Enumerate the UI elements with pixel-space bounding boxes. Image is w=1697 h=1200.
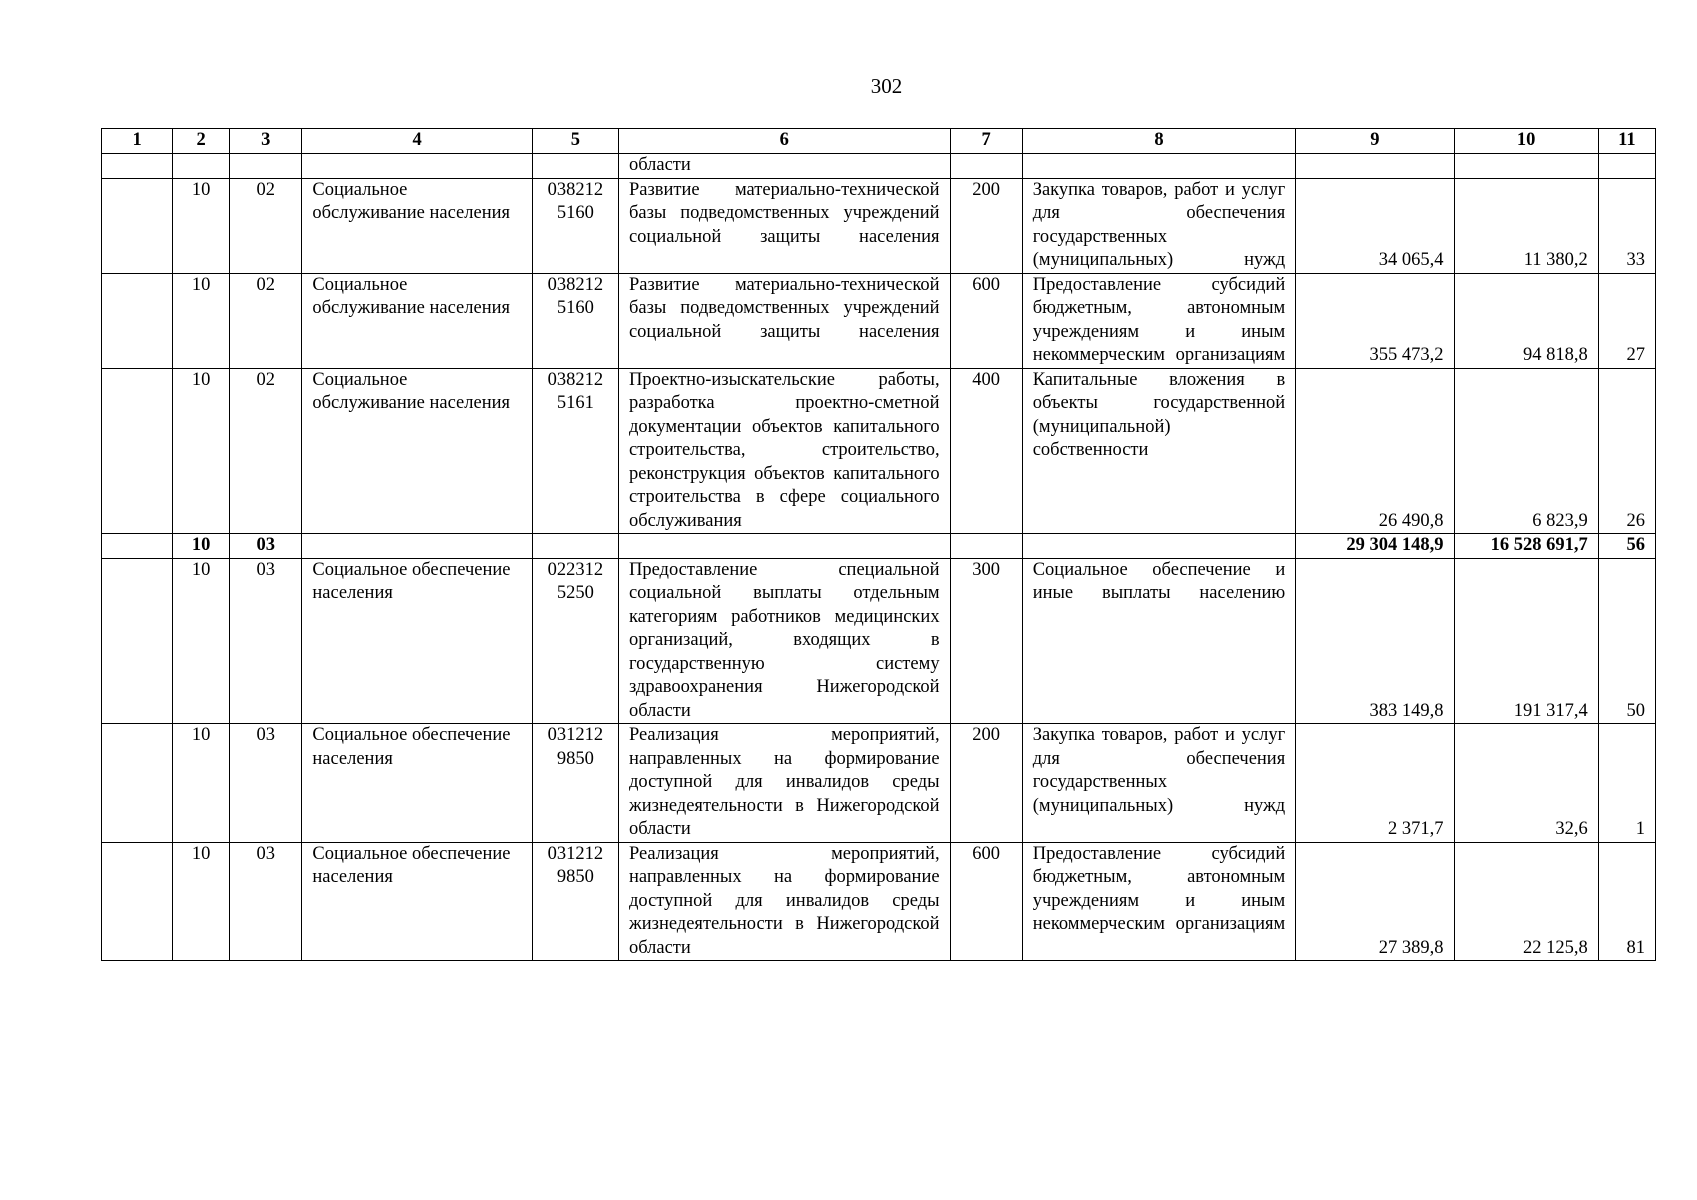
- cell-section: 10: [173, 724, 230, 843]
- target-code-part2: 5160: [556, 298, 594, 318]
- cell-expense-type: 400: [950, 368, 1022, 534]
- table-header-row: [102, 129, 1656, 154]
- cell-expense-type: 600: [950, 273, 1022, 368]
- target-code-part1: 038212: [547, 179, 604, 200]
- cell-target-code: [532, 368, 618, 534]
- header-cell: 7: [950, 129, 1022, 154]
- table-row: [102, 842, 1656, 961]
- cell-purpose: Предоставление специальной социальной выплаты отдельным категориям работников медицинских организаций, входящих в государственную систему здравоохранения Нижегородской области: [618, 558, 950, 724]
- cell-target-code: [532, 273, 618, 368]
- cell-purpose: Реализация мероприятий, направленных на формирование доступной для инвалидов среды жизнедеятельности в Нижегородской области: [618, 842, 950, 961]
- cell-percent: 33: [1598, 178, 1655, 273]
- table-row-subtotal: [102, 534, 1656, 559]
- cell-purpose: Проектно-изыскательские работы, разработка проектно-сметной документации объектов капитального строительства, строительство, реконструкция объектов капитального строительства в сфере социального обслуживания: [618, 368, 950, 534]
- cell-expense-name: Капитальные вложения в объекты государственной (муниципальной) собственности: [1022, 368, 1296, 534]
- cell-subsection: 03: [230, 724, 302, 843]
- table-row: [102, 368, 1656, 534]
- cell-section: 10: [173, 368, 230, 534]
- cell-section: 10: [173, 842, 230, 961]
- header-cell: 6: [618, 129, 950, 154]
- cell-amount-actual: 16 528 691,7: [1454, 534, 1598, 559]
- cell-purpose: Развитие материально-технической базы подведомственных учреждений социальной защиты населения: [618, 273, 950, 368]
- cell-percent: 81: [1598, 842, 1655, 961]
- cell-target-code: [532, 724, 618, 843]
- target-code-part2: 9850: [556, 867, 594, 887]
- target-code-part1: 038212: [547, 369, 604, 390]
- cell-section-name: Социальное обслуживание населения: [302, 368, 532, 534]
- table-row: [102, 178, 1656, 273]
- target-code-part2: 5160: [556, 203, 594, 223]
- table-row: [102, 273, 1656, 368]
- header-cell: 1: [102, 129, 173, 154]
- cell-amount-actual: 6 823,9: [1454, 368, 1598, 534]
- header-cell: 11: [1598, 129, 1655, 154]
- header-cell: 2: [173, 129, 230, 154]
- target-code-part1: 038212: [547, 274, 604, 295]
- cell-percent: 26: [1598, 368, 1655, 534]
- cell-section: 10: [173, 558, 230, 724]
- cell-expense-name: Предоставление субсидий бюджетным, автономным учреждениям и иным некоммерческим организациям: [1022, 273, 1296, 368]
- cell-section: 10: [173, 178, 230, 273]
- cell-amount-actual: 22 125,8: [1454, 842, 1598, 961]
- cell-subsection: 02: [230, 368, 302, 534]
- table-row: [102, 724, 1656, 843]
- header-cell: 3: [230, 129, 302, 154]
- cell-subsection: 03: [230, 842, 302, 961]
- cell-purpose: Реализация мероприятий, направленных на формирование доступной для инвалидов среды жизнедеятельности в Нижегородской области: [618, 724, 950, 843]
- cell-subsection: 02: [230, 178, 302, 273]
- cell-section: 10: [173, 534, 230, 559]
- cell-amount-actual: 32,6: [1454, 724, 1598, 843]
- target-code-part1: 031212: [547, 725, 604, 745]
- cell-expense-name: Закупка товаров, работ и услуг для обеспечения государственных (муниципальных) нужд: [1022, 178, 1296, 273]
- cell-section-name: Социальное обслуживание населения: [302, 273, 532, 368]
- header-cell: 5: [532, 129, 618, 154]
- cell-subsection: 02: [230, 273, 302, 368]
- cell-section-name: Социальное обеспечение населения: [302, 558, 532, 724]
- cell-expense-type: 200: [950, 724, 1022, 843]
- cell-purpose: области: [618, 154, 950, 179]
- target-code-part2: 5250: [556, 583, 594, 603]
- cell-amount-actual: 11 380,2: [1454, 178, 1598, 273]
- cell-section-name: Социальное обеспечение населения: [302, 724, 532, 843]
- cell-section: 10: [173, 273, 230, 368]
- cell-section-name: Социальное обслуживание населения: [302, 178, 532, 273]
- header-cell: 9: [1296, 129, 1454, 154]
- target-code-part1: 022312: [547, 559, 604, 580]
- cell-amount-actual: 191 317,4: [1454, 558, 1598, 724]
- cell-target-code: [532, 842, 618, 961]
- cell-amount-plan: 27 389,8: [1296, 842, 1454, 961]
- header-cell: 10: [1454, 129, 1598, 154]
- cell-amount-plan: 383 149,8: [1296, 558, 1454, 724]
- cell-amount-plan: 29 304 148,9: [1296, 534, 1454, 559]
- cell-amount-plan: 26 490,8: [1296, 368, 1454, 534]
- cell-target-code: [532, 178, 618, 273]
- cell-expense-name: Социальное обеспечение и иные выплаты населению: [1022, 558, 1296, 724]
- cell-expense-name: Предоставление субсидий бюджетным, автономным учреждениям и иным некоммерческим организациям: [1022, 842, 1296, 961]
- target-code-part2: 9850: [556, 748, 594, 769]
- table-row-continuation: [102, 154, 1656, 179]
- cell-amount-plan: 355 473,2: [1296, 273, 1454, 368]
- cell-section-name: Социальное обеспечение населения: [302, 842, 532, 961]
- cell-percent: 56: [1598, 534, 1655, 559]
- cell-subsection: 03: [230, 558, 302, 724]
- cell-expense-type: 200: [950, 178, 1022, 273]
- target-code-part2: 5161: [556, 393, 594, 413]
- cell-target-code: [532, 558, 618, 724]
- cell-expense-name: Закупка товаров, работ и услуг для обеспечения государственных (муниципальных) нужд: [1022, 724, 1296, 843]
- cell-amount-plan: 34 065,4: [1296, 178, 1454, 273]
- target-code-part1: 031212: [547, 843, 604, 864]
- cell-amount-actual: 94 818,8: [1454, 273, 1598, 368]
- page-number: 302: [870, 74, 903, 98]
- cell-purpose: Развитие материально-технической базы подведомственных учреждений социальной защиты населения: [618, 178, 950, 273]
- table-row: [102, 558, 1656, 724]
- header-cell: 4: [302, 129, 532, 154]
- cell-amount-plan: 2 371,7: [1296, 724, 1454, 843]
- cell-percent: 1: [1598, 724, 1655, 843]
- header-cell: 8: [1022, 129, 1296, 154]
- cell-expense-type: 600: [950, 842, 1022, 961]
- budget-table: [101, 128, 1656, 961]
- cell-expense-type: 300: [950, 558, 1022, 724]
- cell-percent: 50: [1598, 558, 1655, 724]
- cell-percent: 27: [1598, 273, 1655, 368]
- cell-subsection: 03: [230, 534, 302, 559]
